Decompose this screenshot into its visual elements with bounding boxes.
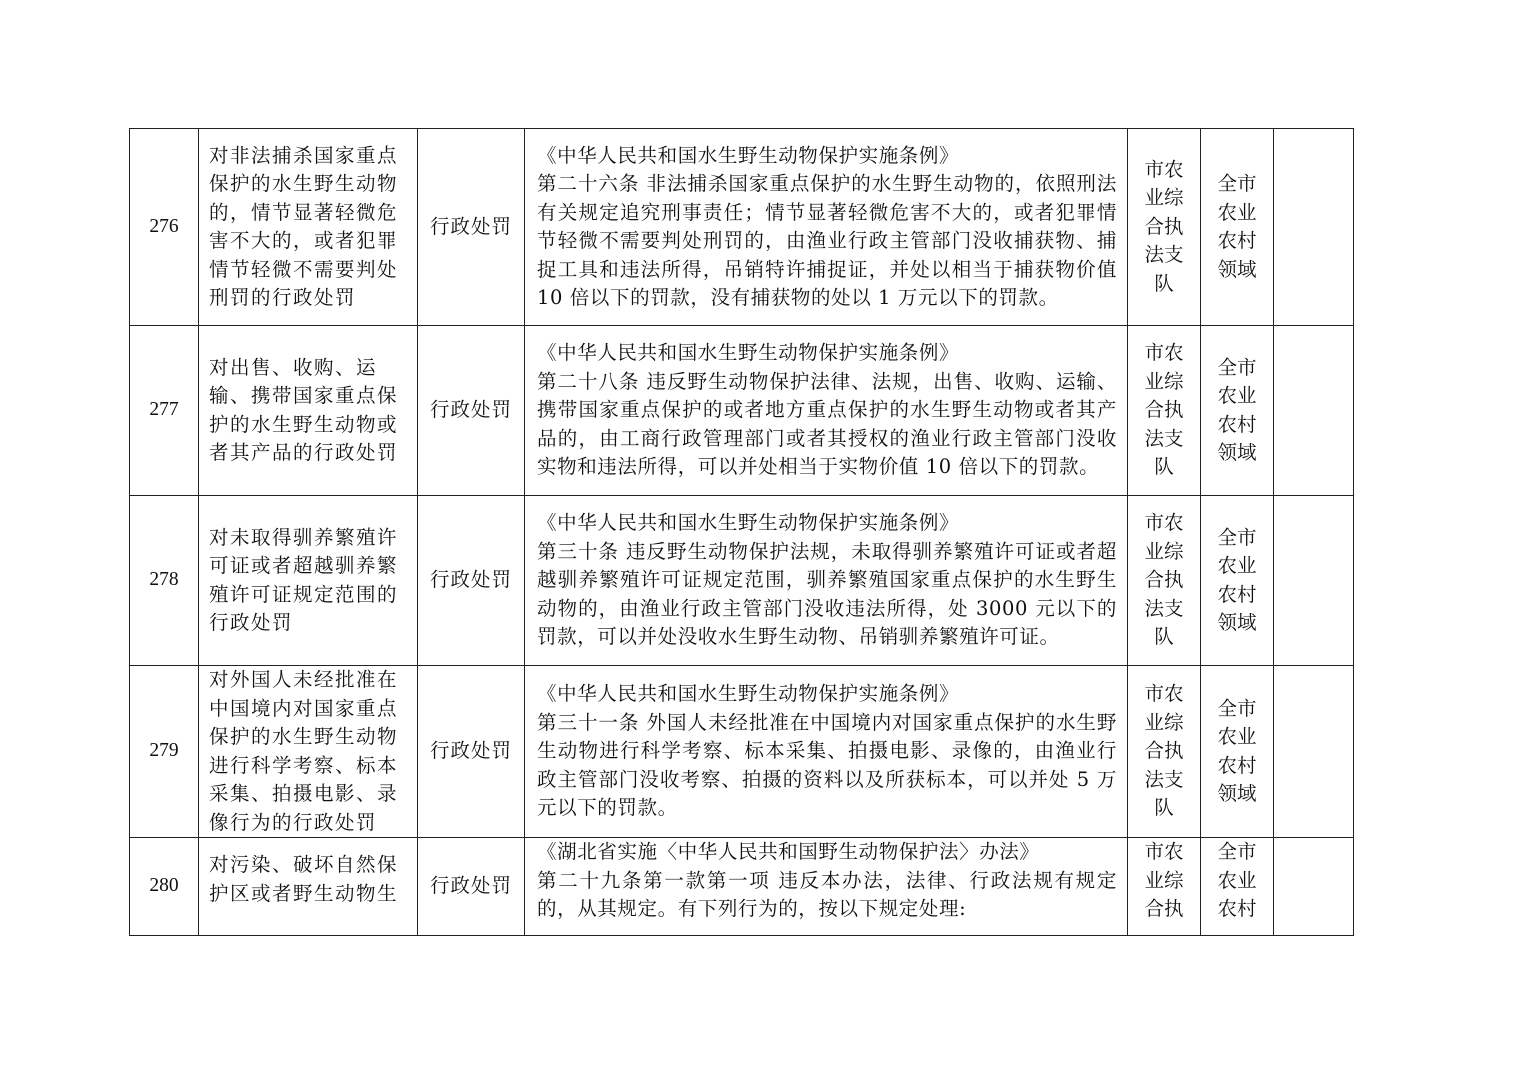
law-title: 《中华人民共和国水生野生动物保护实施条例》 (537, 143, 960, 167)
row-number: 277 (130, 326, 199, 496)
law-title: 《中华人民共和国水生野生动物保护实施条例》 (537, 682, 960, 706)
item-name: 对污染、破坏自然保护区或者野生动物生 (199, 838, 418, 936)
article-text: 第三十条 违反野生动物保护法规，未取得驯养繁殖许可证或者超越驯养繁殖许可证规定范围，驯养繁殖国家重点保护的水生野生动物的，由渔业行政主管部门没收违法所得，处 3000 元以下的罚款，可以并处没收水生野生动物、吊销驯养繁殖许可证。 (537, 539, 1117, 649)
article-text: 第二十八条 违反野生动物保护法律、法规，出售、收购、运输、携带国家重点保护的或者地方重点保护的水生野生动物或者其产品的，由工商行政管理部门或者其授权的渔业行政主管部门没收实物和违法所得，可以并处相当于实物价值 10 倍以下的罚款。 (537, 369, 1117, 479)
row-number: 279 (130, 666, 199, 838)
table-row (130, 129, 1354, 326)
scope: 全市农业农村领域 (1201, 666, 1274, 838)
law-title: 《湖北省实施〈中华人民共和国野生动物保护法〉办法》 (537, 840, 1040, 863)
row-number: 280 (130, 838, 199, 936)
table-row (130, 666, 1354, 838)
article-text: 第三十一条 外国人未经批准在中国境内对国家重点保护的水生野生动物进行科学考察、标本采集、拍摄电影、录像的，由渔业行政主管部门没收考察、拍摄的资料以及所获标本，可以并处 5 万元以下的罚款。 (537, 710, 1117, 820)
enforcement-dept: 市农业综合执法支队 (1128, 326, 1201, 496)
power-type: 行政处罚 (418, 129, 525, 326)
enforcement-dept: 市农业综合执法支队 (1128, 129, 1201, 326)
legal-basis (525, 129, 1128, 326)
article-text: 第二十九条第一款第一项 违反本办法，法律、行政法规有规定的，从其规定。有下列行为的，按以下规定处理: (537, 868, 1117, 920)
scope: 全市农业农村领域 (1201, 129, 1274, 326)
legal-basis (525, 326, 1128, 496)
enforcement-dept: 市农业综合执法支队 (1128, 496, 1201, 666)
power-type: 行政处罚 (418, 838, 525, 936)
item-name: 对出售、收购、运输、携带国家重点保护的水生野生动物或者其产品的行政处罚 (199, 326, 418, 496)
note (1274, 326, 1354, 496)
power-type: 行政处罚 (418, 496, 525, 666)
note (1274, 496, 1354, 666)
table-row (130, 496, 1354, 666)
table-row (130, 326, 1354, 496)
law-title: 《中华人民共和国水生野生动物保护实施条例》 (537, 341, 960, 365)
law-title: 《中华人民共和国水生野生动物保护实施条例》 (537, 511, 960, 535)
row-number: 278 (130, 496, 199, 666)
note (1274, 129, 1354, 326)
enforcement-table (129, 128, 1354, 936)
scope: 全市农业农村领域 (1201, 326, 1274, 496)
item-name: 对非法捕杀国家重点保护的水生野生动物的，情节显著轻微危害不大的，或者犯罪情节轻微不需要判处刑罚的行政处罚 (199, 129, 418, 326)
table-row (130, 838, 1354, 936)
legal-basis (525, 838, 1128, 936)
power-type: 行政处罚 (418, 666, 525, 838)
article-text: 第二十六条 非法捕杀国家重点保护的水生野生动物的，依照刑法有关规定追究刑事责任；情节显著轻微危害不大的，或者犯罪情节轻微不需要判处刑罚的，由渔业行政主管部门没收捕获物、捕捉工具和违法所得，吊销特许捕捉证，并处以相当于捕获物价值 10 倍以下的罚款，没有捕获物的处以 1 万元以下的罚款。 (537, 172, 1117, 309)
row-number: 276 (130, 129, 199, 326)
scope: 全市农业农村领域 (1201, 496, 1274, 666)
enforcement-dept: 市农业综合执 (1128, 838, 1201, 936)
note (1274, 666, 1354, 838)
scope: 全市农业农村 (1201, 838, 1274, 936)
power-type: 行政处罚 (418, 326, 525, 496)
note (1274, 838, 1354, 936)
item-name: 对未取得驯养繁殖许可证或者超越驯养繁殖许可证规定范围的行政处罚 (199, 496, 418, 666)
item-name: 对外国人未经批准在中国境内对国家重点保护的水生野生动物进行科学考察、标本采集、拍摄电影、录像行为的行政处罚 (199, 666, 418, 838)
enforcement-dept: 市农业综合执法支队 (1128, 666, 1201, 838)
legal-basis (525, 666, 1128, 838)
legal-basis (525, 496, 1128, 666)
